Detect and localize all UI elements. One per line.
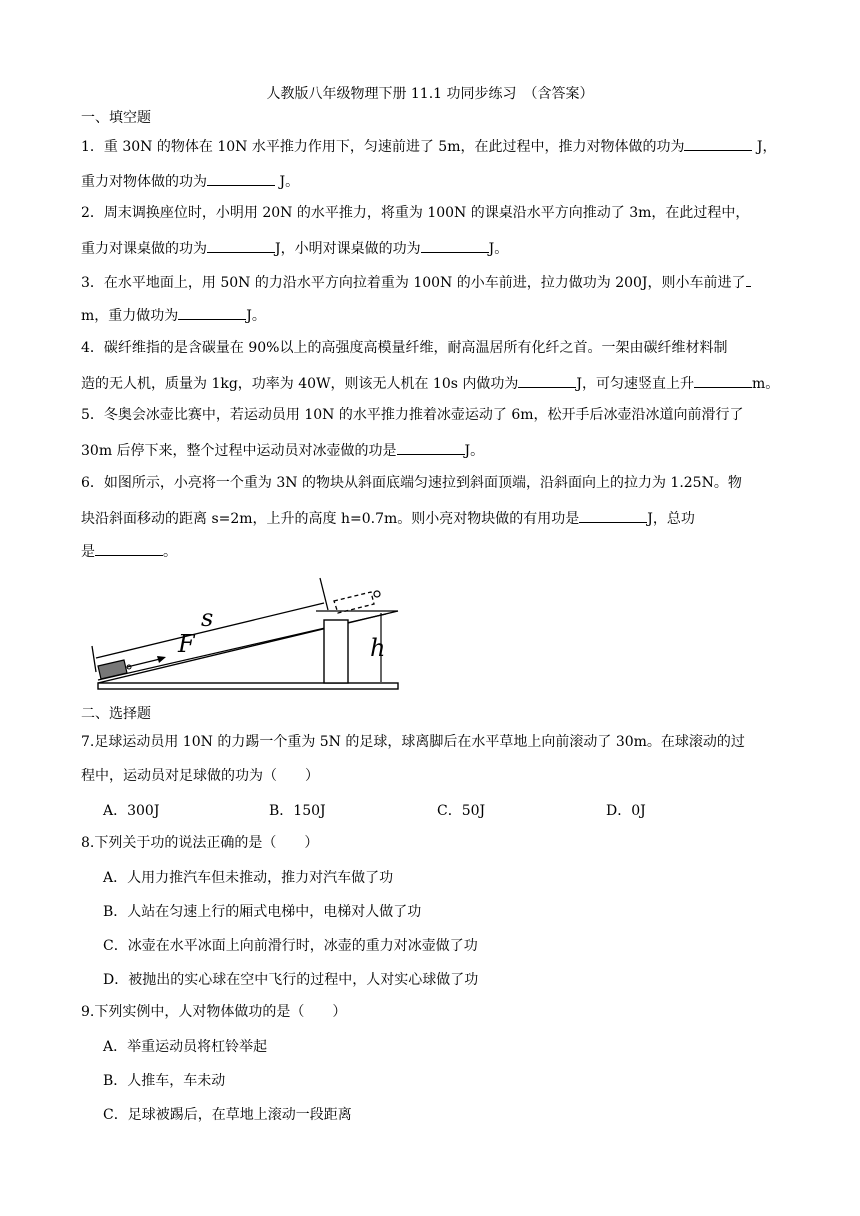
question-text: 1．重 30N 的物体在 10N 水平推力作用下，匀速前进了 5m，在此过程中，推力对物体做的功为 — [81, 139, 685, 155]
question-text: m，重力做功为 — [81, 308, 179, 324]
question-9-option-b: B．人推车，车未动 — [103, 1073, 226, 1089]
question-7-option-c: C．50J — [437, 803, 486, 819]
question-5-line-2 — [81, 439, 484, 461]
question-text: 重力对课桌做的功为 — [81, 241, 207, 257]
question-4-line-1: 4．碳纤维指的是含碳量在 90%以上的高强度高模量纤维，耐高温居所有化纤之首。一架由碳纤维材料制 — [81, 340, 728, 356]
question-text: 是 — [81, 544, 95, 560]
answer-blank — [518, 372, 576, 388]
question-text: J，可匀速竖直上升 — [576, 376, 694, 392]
answer-blank — [579, 507, 647, 523]
force-arrowhead — [157, 656, 166, 663]
question-text: J。 — [246, 308, 266, 324]
question-3-line-1 — [81, 271, 751, 293]
question-2-line-2 — [81, 237, 508, 259]
answer-blank — [207, 170, 275, 186]
question-2-line-1: 2．周末调换座位时，小明用 20N 的水平推力，将重为 100N 的课桌沿水平方向推动了 3m，在此过程中， — [81, 205, 750, 221]
question-text: J， — [752, 139, 777, 155]
force-arrow — [127, 659, 160, 667]
question-7-option-a: A．300J — [103, 803, 160, 819]
question-8-option-c: C．冰壶在水平冰面上向前滑行时，冰壶的重力对冰壶做了功 — [103, 938, 478, 954]
question-text: 3．在水平地面上，用 50N 的力沿水平方向拉着重为 100N 的小车前进，拉力做功为 200J，则小车前进了 — [81, 275, 746, 291]
question-7-line-1: 7.足球运动员用 10N 的力踢一个重为 5N 的足球，球离脚后在水平草地上向前滚动了 30m。在球滚动的过 — [81, 734, 745, 750]
answer-blank — [421, 237, 489, 253]
question-text: 。 — [163, 544, 177, 560]
answer-blank — [178, 304, 246, 320]
distance-tick-left — [92, 646, 96, 672]
force-label-F: F — [178, 630, 195, 658]
section-heading-fill-blank: 一、填空题 — [81, 110, 151, 126]
question-8-option-a: A．人用力推汽车但未推动，推力对汽车做了功 — [103, 870, 394, 886]
question-text: J，小明对课桌做的功为 — [275, 241, 421, 257]
support-block — [324, 620, 348, 683]
section-heading-multiple-choice: 二、选择题 — [81, 706, 151, 722]
question-9-stem: 9.下列实例中，人对物体做功的是（ ） — [81, 1004, 347, 1020]
distance-label-s: s — [201, 604, 214, 632]
question-8-option-b: B．人站在匀速上行的厢式电梯中，电梯对人做了功 — [103, 904, 422, 920]
question-9-option-a: A．举重运动员将杠铃举起 — [103, 1039, 268, 1055]
question-8-stem: 8.下列关于功的说法正确的是（ ） — [81, 835, 319, 851]
block-bottom — [98, 660, 127, 679]
question-7-line-2: 程中，运动员对足球做的功为（ ） — [81, 768, 319, 784]
distance-tick-right — [320, 578, 328, 610]
question-7-option-b: B．150J — [269, 803, 326, 819]
question-text: 造的无人机，质量为 1kg，功率为 40W，则该无人机在 10s 内做功为 — [81, 376, 519, 392]
question-6-line-1: 6．如图所示，小亮将一个重为 3N 的物块从斜面底端匀速拉到斜面顶端，沿斜面向上的拉力为 1.25N。物 — [81, 475, 742, 491]
incline-base — [98, 683, 398, 689]
question-text: m。 — [751, 376, 780, 392]
question-4-line-2 — [81, 372, 779, 394]
incline-plane-figure — [86, 570, 406, 696]
answer-blank — [684, 135, 752, 151]
question-text: J。 — [464, 443, 485, 459]
height-label: h — [370, 634, 386, 662]
answer-blank — [397, 439, 465, 455]
answer-blank — [746, 271, 751, 287]
answer-blank — [694, 372, 752, 388]
question-8-option-d: D．被抛出的实心球在空中飞行的过程中，人对实心球做了功 — [103, 972, 479, 988]
question-1-line-2 — [81, 170, 299, 192]
block-top-dashed — [334, 592, 374, 613]
answer-blank — [95, 540, 163, 556]
answer-blank — [207, 237, 275, 253]
hook-circle-top — [374, 591, 380, 597]
question-text: 重力对物体做的功为 — [81, 174, 207, 190]
question-6-line-2 — [81, 507, 695, 529]
question-7-option-d: D．0J — [606, 803, 646, 819]
question-text: 块沿斜面移动的距离 s=2m，上升的高度 h=0.7m。则小亮对物块做的有用功是 — [81, 511, 580, 527]
question-text: J。 — [488, 241, 509, 257]
question-text: J，总功 — [647, 511, 695, 527]
question-9-option-c: C．足球被踢后，在草地上滚动一段距离 — [103, 1107, 352, 1123]
question-3-line-2 — [81, 304, 266, 326]
question-6-line-3 — [81, 540, 177, 562]
question-text: J。 — [275, 174, 300, 190]
question-1-line-1 — [81, 135, 777, 157]
question-text: 30m 后停下来，整个过程中运动员对冰壶做的功是 — [81, 443, 397, 459]
question-5-line-1: 5．冬奥会冰壶比赛中，若运动员用 10N 的水平推力推着冰壶运动了 6m，松开手后冰壶沿冰道向前滑行了 — [81, 407, 744, 423]
page-title: 人教版八年级物理下册 11.1 功同步练习 （含答案） — [266, 86, 594, 102]
